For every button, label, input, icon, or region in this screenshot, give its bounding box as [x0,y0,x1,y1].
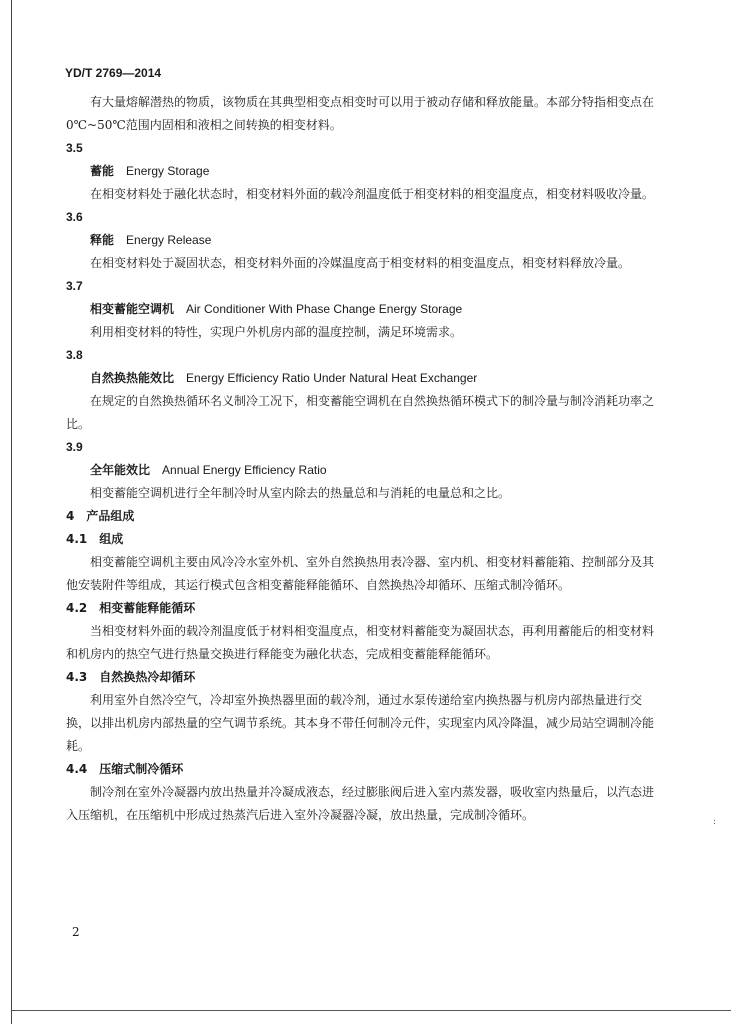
term-definition: 在相变材料处于凝固状态，相变材料外面的冷媒温度高于相变材料的相变温度点，相变材料释放冷量。 [90,256,631,270]
term-zh: 自然换热能效比 [90,371,175,385]
term-definition: 相变蓄能空调机进行全年制冷时从室内除去的热量总和与消耗的电量总和之比。 [90,486,511,500]
term-zh: 蓄能 [90,164,115,178]
section-title: 相变蓄能释能循环 [99,601,196,615]
intro-paragraph: 有大量熔解潜热的物质，该物质在其典型相变点相变时可以用于被动存储和释放能量。本部分特指相变点在0℃~50℃范围内固相和液相之间转换的相变材料。 [66,95,655,132]
term-zh: 相变蓄能空调机 [90,302,175,316]
chapter-number: 4 [66,509,75,523]
page-number: 2 [72,925,80,939]
section-heading [66,597,662,620]
bottom-margin-rule [11,1010,731,1011]
clause-number: 3.6 [66,210,83,224]
term-definition: 利用相变材料的特性，实现户外机房内部的温度控制，满足环境需求。 [90,325,463,339]
chapter-heading [66,505,662,528]
term-definition: 在规定的自然换热循环名义制冷工况下，相变蓄能空调机在自然换热循环模式下的制冷量与制冷消耗功率之比。 [66,394,655,431]
term-heading [66,367,662,390]
term-en: Energy Efficiency Ratio Under Natural Heat Exchanger [186,371,478,385]
term-zh: 释能 [90,233,115,247]
standard-number-header: YD/T 2769—2014 [65,66,162,80]
clause-number: 3.8 [66,348,83,362]
section-paragraph: 利用室外自然冷空气，冷却室外换热器里面的载冷剂，通过水泵传递给室内换热器与机房内部热量进行交换，以排出机房内部热量的空气调节系统。其本身不带任何制冷元件，实现室内风冷降温，减少局站空调制冷能耗。 [66,693,655,753]
term-en: Energy Release [126,233,212,247]
document-body [66,91,662,827]
section-number: 4.1 [66,532,88,546]
section-number: 4.3 [66,670,88,684]
section-number: 4.4 [66,762,88,776]
clause-number: 3.9 [66,440,83,454]
term-zh: 全年能效比 [90,463,151,477]
term-heading [66,298,662,321]
section-heading [66,528,662,551]
term-en: Energy Storage [126,164,210,178]
chapter-title: 产品组成 [86,509,135,523]
term-definition: 在相变材料处于融化状态时，相变材料外面的载冷剂温度低于相变材料的相变温度点，相变材料吸收冷量。 [90,187,655,201]
section-paragraph: 当相变材料外面的载冷剂温度低于材料相变温度点，相变材料蓄能变为凝固状态，再利用蓄能后的相变材料和机房内的热空气进行热量交换进行释能变为融化状态，完成相变蓄能释能循环。 [66,624,655,661]
section-title: 自然换热冷却循环 [99,670,196,684]
section-title: 压缩式制冷循环 [99,762,184,776]
section-heading [66,666,662,689]
clause-number: 3.5 [66,141,83,155]
term-en: Air Conditioner With Phase Change Energy Storage [186,302,463,316]
term-heading [66,229,662,252]
section-number: 4.2 [66,601,88,615]
section-paragraph: 制冷剂在室外冷凝器内放出热量并冷凝成液态，经过膨胀阀后进入室内蒸发器，吸收室内热量后，以汽态进入压缩机，在压缩机中形成过热蒸汽后进入室外冷凝器冷凝，放出热量，完成制冷循环。 [66,785,655,822]
term-en: Annual Energy Efficiency Ratio [162,463,327,477]
left-margin-rule [11,0,12,1024]
section-heading [66,758,662,781]
side-mark: : [713,817,717,827]
clause-number: 3.7 [66,279,83,293]
term-heading [66,459,662,482]
section-title: 组成 [99,532,124,546]
term-heading [66,160,662,183]
section-paragraph: 相变蓄能空调机主要由风冷冷水室外机、室外自然换热用表冷器、室内机、相变材料蓄能箱、控制部分及其他安装附件等组成，其运行模式包含相变蓄能释能循环、自然换热冷却循环、压缩式制冷循环。 [66,555,655,592]
